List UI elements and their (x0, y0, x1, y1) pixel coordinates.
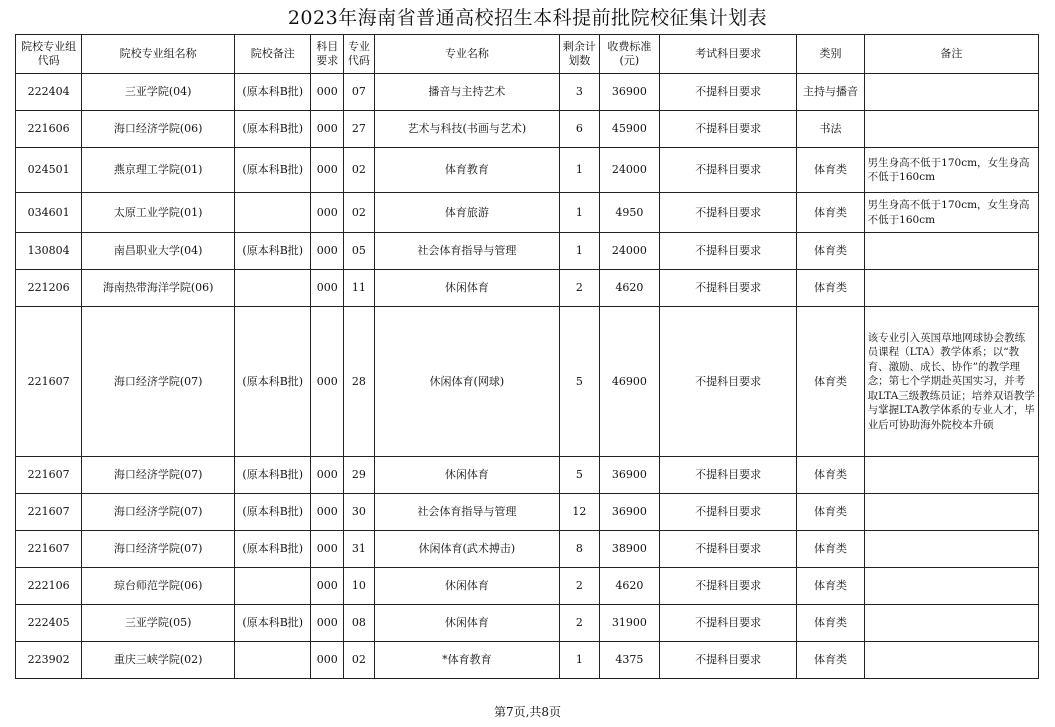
cell-remark: (原本科B批) (235, 494, 311, 531)
cell-exam: 不提科目要求 (659, 568, 797, 605)
cell-subject: 000 (311, 531, 344, 568)
cell-subject: 000 (311, 642, 344, 679)
col-header-major: 专业名称 (374, 35, 559, 74)
cell-code: 221206 (16, 270, 82, 307)
table-row (16, 307, 1039, 457)
cell-code: 130804 (16, 233, 82, 270)
cell-note (864, 270, 1038, 307)
cell-major: 休闲体育(网球) (374, 307, 559, 457)
col-header-note: 备注 (864, 35, 1038, 74)
cell-exam: 不提科目要求 (659, 74, 797, 111)
cell-code: 221607 (16, 494, 82, 531)
col-header-subject: 科目要求 (311, 35, 344, 74)
cell-exam: 不提科目要求 (659, 605, 797, 642)
enrollment-plan-table (15, 34, 1039, 679)
table-row (16, 74, 1039, 111)
table-row (16, 642, 1039, 679)
cell-exam: 不提科目要求 (659, 457, 797, 494)
col-header-code: 院校专业组代码 (16, 35, 82, 74)
cell-major: 艺术与科技(书画与艺术) (374, 111, 559, 148)
cell-fee: 4375 (599, 642, 659, 679)
cell-fee: 31900 (599, 605, 659, 642)
cell-major-code: 29 (344, 457, 375, 494)
cell-remaining: 2 (560, 605, 600, 642)
cell-code: 222405 (16, 605, 82, 642)
cell-remark: (原本科B批) (235, 457, 311, 494)
col-header-remark: 院校备注 (235, 35, 311, 74)
cell-exam: 不提科目要求 (659, 307, 797, 457)
cell-remark: (原本科B批) (235, 531, 311, 568)
table-row (16, 233, 1039, 270)
cell-remaining: 1 (560, 193, 600, 233)
cell-category: 体育类 (797, 494, 864, 531)
cell-code: 223902 (16, 642, 82, 679)
cell-category: 体育类 (797, 457, 864, 494)
cell-remaining: 6 (560, 111, 600, 148)
cell-fee: 45900 (599, 111, 659, 148)
cell-group: 三亚学院(04) (82, 74, 235, 111)
cell-note (864, 642, 1038, 679)
cell-note (864, 494, 1038, 531)
cell-category: 主持与播音 (797, 74, 864, 111)
table-row (16, 193, 1039, 233)
cell-group: 琼台师范学院(06) (82, 568, 235, 605)
cell-fee: 4620 (599, 568, 659, 605)
cell-code: 221607 (16, 531, 82, 568)
cell-note (864, 233, 1038, 270)
cell-major-code: 31 (344, 531, 375, 568)
cell-remark: (原本科B批) (235, 307, 311, 457)
cell-major-code: 02 (344, 642, 375, 679)
cell-remark: (原本科B批) (235, 233, 311, 270)
cell-note (864, 74, 1038, 111)
cell-category: 体育类 (797, 193, 864, 233)
cell-major-code: 05 (344, 233, 375, 270)
cell-fee: 36900 (599, 494, 659, 531)
cell-category: 体育类 (797, 148, 864, 193)
table-header-row (16, 35, 1039, 74)
cell-major: 社会体育指导与管理 (374, 233, 559, 270)
cell-fee: 46900 (599, 307, 659, 457)
cell-remaining: 1 (560, 233, 600, 270)
cell-category: 体育类 (797, 568, 864, 605)
cell-remark: (原本科B批) (235, 148, 311, 193)
cell-exam: 不提科目要求 (659, 494, 797, 531)
cell-remaining: 1 (560, 642, 600, 679)
cell-subject: 000 (311, 233, 344, 270)
cell-remark: (原本科B批) (235, 74, 311, 111)
cell-fee: 24000 (599, 233, 659, 270)
cell-major: 休闲体育(武术搏击) (374, 531, 559, 568)
cell-group: 海口经济学院(07) (82, 494, 235, 531)
cell-group: 海南热带海洋学院(06) (82, 270, 235, 307)
page-title: 2023年海南省普通高校招生本科提前批院校征集计划表 (287, 7, 768, 29)
cell-major-code: 28 (344, 307, 375, 457)
cell-remaining: 1 (560, 148, 600, 193)
cell-remark (235, 642, 311, 679)
cell-remaining: 8 (560, 531, 600, 568)
cell-exam: 不提科目要求 (659, 642, 797, 679)
cell-group: 海口经济学院(07) (82, 531, 235, 568)
cell-major-code: 02 (344, 148, 375, 193)
cell-code: 222404 (16, 74, 82, 111)
cell-subject: 000 (311, 148, 344, 193)
table-row (16, 148, 1039, 193)
cell-subject: 000 (311, 494, 344, 531)
cell-subject: 000 (311, 193, 344, 233)
cell-category: 书法 (797, 111, 864, 148)
cell-subject: 000 (311, 307, 344, 457)
cell-remaining: 12 (560, 494, 600, 531)
cell-fee: 36900 (599, 74, 659, 111)
cell-category: 体育类 (797, 642, 864, 679)
cell-fee: 36900 (599, 457, 659, 494)
cell-subject: 000 (311, 568, 344, 605)
cell-group: 三亚学院(05) (82, 605, 235, 642)
cell-code: 034601 (16, 193, 82, 233)
cell-major-code: 30 (344, 494, 375, 531)
cell-code: 222106 (16, 568, 82, 605)
cell-exam: 不提科目要求 (659, 531, 797, 568)
table-row (16, 494, 1039, 531)
col-header-group: 院校专业组名称 (82, 35, 235, 74)
cell-remark: (原本科B批) (235, 605, 311, 642)
cell-remark: (原本科B批) (235, 111, 311, 148)
cell-note (864, 568, 1038, 605)
cell-exam: 不提科目要求 (659, 193, 797, 233)
cell-remark (235, 193, 311, 233)
cell-subject: 000 (311, 605, 344, 642)
cell-exam: 不提科目要求 (659, 270, 797, 307)
cell-fee: 38900 (599, 531, 659, 568)
cell-major: 休闲体育 (374, 457, 559, 494)
cell-remark (235, 568, 311, 605)
cell-note (864, 605, 1038, 642)
col-header-fee: 收费标准(元) (599, 35, 659, 74)
cell-remaining: 5 (560, 307, 600, 457)
table-row (16, 270, 1039, 307)
cell-remark (235, 270, 311, 307)
cell-note: 男生身高不低于170cm，女生身高不低于160cm (864, 193, 1038, 233)
cell-fee: 4620 (599, 270, 659, 307)
cell-category: 体育类 (797, 605, 864, 642)
cell-major-code: 08 (344, 605, 375, 642)
cell-major: 社会体育指导与管理 (374, 494, 559, 531)
cell-group: 海口经济学院(07) (82, 457, 235, 494)
cell-note: 该专业引入英国草地网球协会教练员课程（LTA）教学体系；以“教育、激励、成长、协作”的教学理念；第七个学期赴英国实习，并考取LTA三级教练员证；培养双语教学与掌握LTA教学体系的专业人才，毕业后可协助海外院校本升硕 (864, 307, 1038, 457)
cell-code: 221607 (16, 307, 82, 457)
cell-subject: 000 (311, 74, 344, 111)
cell-group: 燕京理工学院(01) (82, 148, 235, 193)
cell-note (864, 457, 1038, 494)
table-row (16, 531, 1039, 568)
cell-remaining: 2 (560, 270, 600, 307)
table-row (16, 568, 1039, 605)
cell-major-code: 11 (344, 270, 375, 307)
cell-major: *体育教育 (374, 642, 559, 679)
cell-major-code: 10 (344, 568, 375, 605)
cell-major: 体育教育 (374, 148, 559, 193)
cell-major: 休闲体育 (374, 270, 559, 307)
cell-group: 海口经济学院(06) (82, 111, 235, 148)
cell-group: 重庆三峡学院(02) (82, 642, 235, 679)
table-row (16, 457, 1039, 494)
cell-remaining: 5 (560, 457, 600, 494)
table-row (16, 605, 1039, 642)
cell-major: 播音与主持艺术 (374, 74, 559, 111)
col-header-major-code: 专业代码 (344, 35, 375, 74)
cell-group: 海口经济学院(07) (82, 307, 235, 457)
cell-category: 体育类 (797, 233, 864, 270)
col-header-exam: 考试科目要求 (659, 35, 797, 74)
cell-fee: 24000 (599, 148, 659, 193)
cell-exam: 不提科目要求 (659, 148, 797, 193)
table-row (16, 111, 1039, 148)
cell-code: 221607 (16, 457, 82, 494)
cell-subject: 000 (311, 111, 344, 148)
cell-fee: 4950 (599, 193, 659, 233)
cell-group: 太原工业学院(01) (82, 193, 235, 233)
cell-exam: 不提科目要求 (659, 111, 797, 148)
col-header-category: 类别 (797, 35, 864, 74)
cell-note (864, 531, 1038, 568)
cell-category: 体育类 (797, 270, 864, 307)
cell-major-code: 02 (344, 193, 375, 233)
cell-exam: 不提科目要求 (659, 233, 797, 270)
cell-subject: 000 (311, 270, 344, 307)
cell-remaining: 3 (560, 74, 600, 111)
cell-group: 南昌职业大学(04) (82, 233, 235, 270)
cell-code: 024501 (16, 148, 82, 193)
cell-remaining: 2 (560, 568, 600, 605)
cell-major: 休闲体育 (374, 568, 559, 605)
cell-major: 休闲体育 (374, 605, 559, 642)
cell-major-code: 27 (344, 111, 375, 148)
cell-major-code: 07 (344, 74, 375, 111)
cell-note: 男生身高不低于170cm，女生身高不低于160cm (864, 148, 1038, 193)
cell-major: 体育旅游 (374, 193, 559, 233)
cell-code: 221606 (16, 111, 82, 148)
cell-subject: 000 (311, 457, 344, 494)
cell-note (864, 111, 1038, 148)
cell-category: 体育类 (797, 307, 864, 457)
page-footer: 第7页,共8页 (493, 705, 562, 719)
cell-category: 体育类 (797, 531, 864, 568)
col-header-remaining: 剩余计划数 (560, 35, 600, 74)
